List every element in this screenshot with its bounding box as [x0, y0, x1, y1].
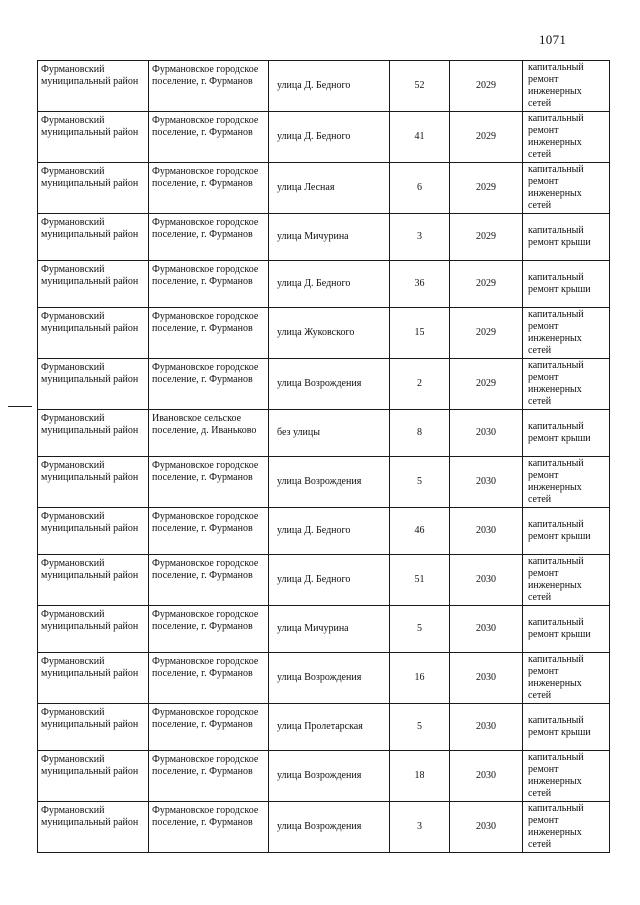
house-number-cell: 41 — [390, 112, 450, 163]
table-row — [38, 606, 610, 653]
year-cell: 2029 — [450, 61, 523, 112]
settlement-cell: Фурмановское городское поселение, г. Фурманов — [149, 457, 269, 508]
work-type-cell: капитальный ремонт инженерных сетей — [523, 163, 610, 214]
street-cell: улица Мичурина — [269, 606, 390, 653]
year-cell: 2030 — [450, 704, 523, 751]
year-cell: 2029 — [450, 308, 523, 359]
settlement-cell: Фурмановское городское поселение, г. Фурманов — [149, 61, 269, 112]
year-cell: 2030 — [450, 751, 523, 802]
house-number-cell: 15 — [390, 308, 450, 359]
work-type-cell: капитальный ремонт крыши — [523, 261, 610, 308]
work-type-cell: капитальный ремонт инженерных сетей — [523, 112, 610, 163]
house-number-cell: 5 — [390, 704, 450, 751]
street-cell: улица Возрождения — [269, 359, 390, 410]
work-type-cell: капитальный ремонт инженерных сетей — [523, 61, 610, 112]
housing-repair-table — [37, 60, 610, 853]
house-number-cell: 51 — [390, 555, 450, 606]
page-number: 1071 — [539, 32, 567, 47]
work-type-cell: капитальный ремонт инженерных сетей — [523, 802, 610, 853]
district-cell: Фурмановский муниципальный район — [38, 214, 149, 261]
street-cell: улица Д. Бедного — [269, 555, 390, 606]
settlement-cell: Фурмановское городское поселение, г. Фурманов — [149, 606, 269, 653]
table-row — [38, 163, 610, 214]
street-cell: улица Возрождения — [269, 653, 390, 704]
house-number-cell: 46 — [390, 508, 450, 555]
house-number-cell: 18 — [390, 751, 450, 802]
table-row — [38, 410, 610, 457]
year-cell: 2029 — [450, 359, 523, 410]
district-cell: Фурмановский муниципальный район — [38, 163, 149, 214]
year-cell: 2029 — [450, 261, 523, 308]
district-cell: Фурмановский муниципальный район — [38, 359, 149, 410]
house-number-cell: 8 — [390, 410, 450, 457]
year-cell: 2029 — [450, 163, 523, 214]
house-number-cell: 6 — [390, 163, 450, 214]
house-number-cell: 5 — [390, 606, 450, 653]
settlement-cell: Фурмановское городское поселение, г. Фурманов — [149, 802, 269, 853]
table-row — [38, 653, 610, 704]
year-cell: 2030 — [450, 802, 523, 853]
work-type-cell: капитальный ремонт инженерных сетей — [523, 359, 610, 410]
margin-mark — [8, 406, 32, 407]
table-row — [38, 802, 610, 853]
street-cell: улица Возрождения — [269, 457, 390, 508]
table-row — [38, 214, 610, 261]
house-number-cell: 36 — [390, 261, 450, 308]
settlement-cell: Фурмановское городское поселение, г. Фурманов — [149, 508, 269, 555]
district-cell: Фурмановский муниципальный район — [38, 457, 149, 508]
year-cell: 2030 — [450, 606, 523, 653]
district-cell: Фурмановский муниципальный район — [38, 61, 149, 112]
settlement-cell: Фурмановское городское поселение, г. Фурманов — [149, 751, 269, 802]
work-type-cell: капитальный ремонт инженерных сетей — [523, 555, 610, 606]
district-cell: Фурмановский муниципальный район — [38, 508, 149, 555]
year-cell: 2030 — [450, 410, 523, 457]
street-cell: улица Возрождения — [269, 751, 390, 802]
settlement-cell: Фурмановское городское поселение, г. Фурманов — [149, 308, 269, 359]
settlement-cell: Фурмановское городское поселение, г. Фурманов — [149, 214, 269, 261]
settlement-cell: Фурмановское городское поселение, г. Фурманов — [149, 163, 269, 214]
year-cell: 2030 — [450, 508, 523, 555]
work-type-cell: капитальный ремонт крыши — [523, 704, 610, 751]
district-cell: Фурмановский муниципальный район — [38, 410, 149, 457]
settlement-cell: Ивановское сельское поселение, д. Иваньково — [149, 410, 269, 457]
year-cell: 2030 — [450, 457, 523, 508]
street-cell: улица Д. Бедного — [269, 61, 390, 112]
work-type-cell: капитальный ремонт крыши — [523, 606, 610, 653]
street-cell: улица Д. Бедного — [269, 508, 390, 555]
table-row — [38, 457, 610, 508]
year-cell: 2030 — [450, 555, 523, 606]
table-row — [38, 704, 610, 751]
settlement-cell: Фурмановское городское поселение, г. Фурманов — [149, 653, 269, 704]
district-cell: Фурмановский муниципальный район — [38, 606, 149, 653]
house-number-cell: 16 — [390, 653, 450, 704]
district-cell: Фурмановский муниципальный район — [38, 555, 149, 606]
district-cell: Фурмановский муниципальный район — [38, 802, 149, 853]
street-cell: без улицы — [269, 410, 390, 457]
year-cell: 2029 — [450, 112, 523, 163]
table-row — [38, 508, 610, 555]
district-cell: Фурмановский муниципальный район — [38, 261, 149, 308]
work-type-cell: капитальный ремонт инженерных сетей — [523, 308, 610, 359]
table-row — [38, 555, 610, 606]
house-number-cell: 3 — [390, 802, 450, 853]
house-number-cell: 2 — [390, 359, 450, 410]
street-cell: улица Пролетарская — [269, 704, 390, 751]
year-cell: 2029 — [450, 214, 523, 261]
table-row — [38, 112, 610, 163]
settlement-cell: Фурмановское городское поселение, г. Фурманов — [149, 112, 269, 163]
year-cell: 2030 — [450, 653, 523, 704]
work-type-cell: капитальный ремонт крыши — [523, 508, 610, 555]
street-cell: улица Д. Бедного — [269, 261, 390, 308]
settlement-cell: Фурмановское городское поселение, г. Фурманов — [149, 261, 269, 308]
district-cell: Фурмановский муниципальный район — [38, 653, 149, 704]
settlement-cell: Фурмановское городское поселение, г. Фурманов — [149, 704, 269, 751]
district-cell: Фурмановский муниципальный район — [38, 112, 149, 163]
table-row — [38, 359, 610, 410]
table-row — [38, 261, 610, 308]
district-cell: Фурмановский муниципальный район — [38, 704, 149, 751]
table-row — [38, 308, 610, 359]
table-body — [38, 61, 610, 853]
settlement-cell: Фурмановское городское поселение, г. Фурманов — [149, 555, 269, 606]
work-type-cell: капитальный ремонт крыши — [523, 214, 610, 261]
house-number-cell: 52 — [390, 61, 450, 112]
house-number-cell: 5 — [390, 457, 450, 508]
table-row — [38, 61, 610, 112]
house-number-cell: 3 — [390, 214, 450, 261]
district-cell: Фурмановский муниципальный район — [38, 751, 149, 802]
work-type-cell: капитальный ремонт инженерных сетей — [523, 457, 610, 508]
settlement-cell: Фурмановское городское поселение, г. Фурманов — [149, 359, 269, 410]
table-row — [38, 751, 610, 802]
street-cell: улица Мичурина — [269, 214, 390, 261]
street-cell: улица Возрождения — [269, 802, 390, 853]
work-type-cell: капитальный ремонт крыши — [523, 410, 610, 457]
street-cell: улица Д. Бедного — [269, 112, 390, 163]
work-type-cell: капитальный ремонт инженерных сетей — [523, 653, 610, 704]
work-type-cell: капитальный ремонт инженерных сетей — [523, 751, 610, 802]
street-cell: улица Жуковского — [269, 308, 390, 359]
district-cell: Фурмановский муниципальный район — [38, 308, 149, 359]
street-cell: улица Лесная — [269, 163, 390, 214]
